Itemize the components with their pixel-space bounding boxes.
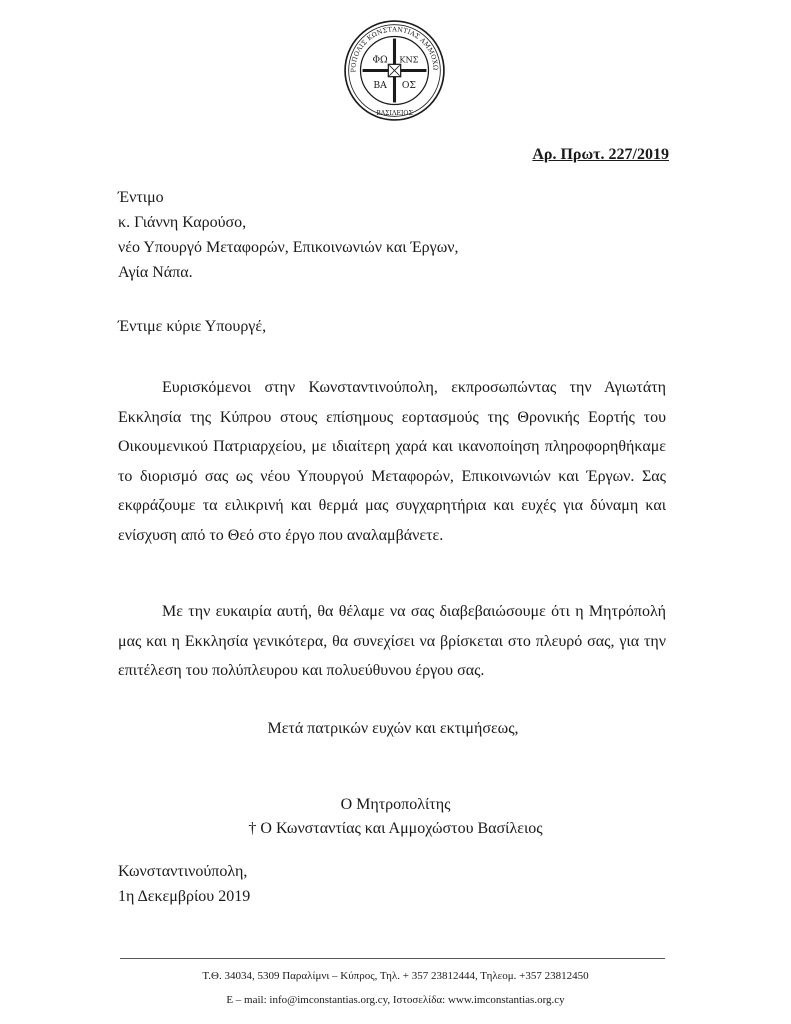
place-date-block [118,859,250,909]
recipient-honorific: Έντιμο [118,189,164,206]
recipient-location: Αγία Νάπα. [118,264,193,281]
seal-ring-bottom-text: ΒΑΣΙΛΕΙΟΣ [376,109,413,117]
footer-address: Τ.Θ. 34034, 5309 Παραλίμνι – Κύπρος, Τηλ. + 357 23812444, Τηλεομ. +357 23812450 [202,970,589,982]
date: 1η Δεκεμβρίου 2019 [118,888,251,905]
recipient-title: νέο Υπουργό Μεταφορών, Επικοινωνιών και Έργων, [118,239,459,256]
seal-quadrant-4: ΟΣ [401,80,416,92]
protocol-number: Αρ. Πρωτ. 227/2019 [532,146,669,163]
signature-title: Ο Μητροπολίτης [340,796,451,813]
recipient-name: κ. Γιάννη Καρούσο, [118,214,247,231]
seal-quadrant-2: ΚΝΣ [399,54,419,65]
salutation: Έντιμε κύριε Υπουργέ, [118,318,267,335]
signature-name: † Ο Κωνσταντίας και Αμμοχώστου Βασίλειος [248,820,543,837]
footer-contact: E – mail: info@imconstantias.org.cy, Ιστοσελίδα: www.imconstantias.org.cy [226,994,565,1006]
footer-divider [120,958,665,959]
seal-quadrant-1: ΦΩ [372,54,388,66]
place: Κωνσταντινούπολη, [118,863,248,880]
metropolis-seal-logo [343,19,446,122]
recipient-block [118,185,458,285]
body-paragraph-2: Με την ευκαιρία αυτή, θα θέλαμε να σας διαβεβαιώσουμε ότι η Μητρόπολή μας και η Εκκλησία γενικότερα, θα συνεχίσει να βρίσκεται στο πλευρό σας, για την επιτέλεση του πολύπλευρου και πολυεύθυνου έργου σας. [118,603,666,679]
closing-line: Μετά πατρικών ευχών και εκτιμήσεως, [267,720,519,737]
seal-quadrant-3: ΒΑ [373,80,387,92]
seal-ring-top-text: ΡΟΠΟΛΙΣ ΚΩΝΣΤΑΝΤΙΑΣ ΑΜΜΟΧΩ [349,25,440,73]
body-paragraph-1: Ευρισκόμενοι στην Κωνσταντινούπολη, εκπροσωπώντας την Αγιωτάτη Εκκλησία της Κύπρου στους επίσημους εορτασμούς της Θρονικής Εορτής του Οικουμενικού Πατριαρχείου, με ιδιαίτερη χαρά και ικανοποίηση πληροφορηθήκαμε το διορισμό σας ως νέου Υπουργού Μεταφορών, Επικοινωνιών και Έργων. Σας εκφράζουμε τα ειλικρινή και θερμά μας συγχαρητήρια και ευχές για δύναμη και ενίσχυση από το Θεό στο έργο που αναλαμβάνετε. [118,379,666,544]
